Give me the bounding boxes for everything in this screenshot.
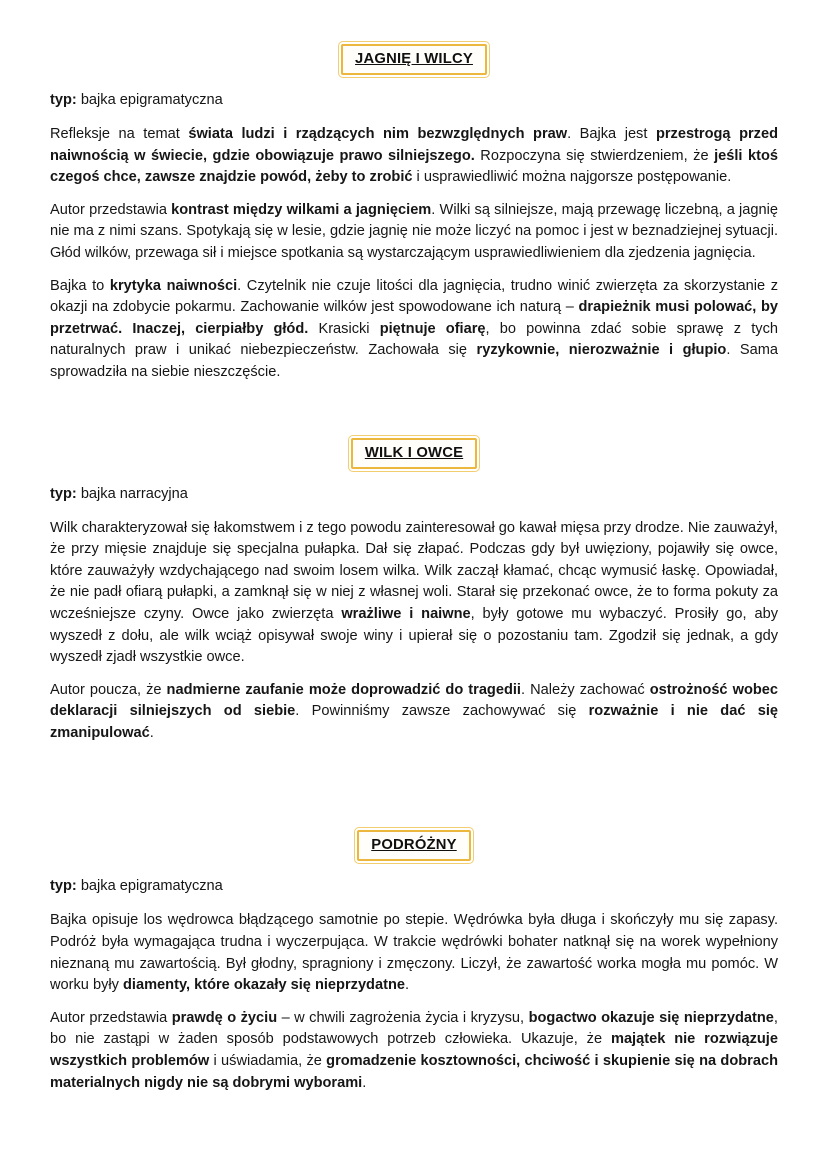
type-line bbox=[50, 90, 778, 111]
text-run: Autor przedstawia bbox=[50, 1009, 172, 1026]
text-run: , bo powinna zdać sobie sprawę z tych naturalnych praw i unikać niebezpieczeństw. Zachowała się bbox=[50, 320, 778, 359]
text-run: Bajka to bbox=[50, 277, 110, 294]
section-title-row bbox=[50, 830, 778, 861]
bold-text-run: ostrożność wobec deklaracji silniejszych od siebie bbox=[50, 681, 779, 720]
type-value: bajka narracyjna bbox=[76, 485, 188, 502]
type-line bbox=[50, 484, 778, 505]
section-title-box bbox=[341, 44, 487, 75]
bold-text-run: bogactwo okazuje się nieprzydatne bbox=[528, 1009, 774, 1026]
bold-text-run: piętnuje ofiarę bbox=[379, 320, 486, 337]
text-run: Refleksje na temat bbox=[50, 126, 189, 142]
paragraphs bbox=[50, 124, 778, 384]
bold-text-run: majątek nie rozwiązuje wszystkich problemów bbox=[50, 1031, 778, 1070]
bold-text-run: wrażliwe i naiwne bbox=[341, 605, 471, 622]
text-run: Autor przedstawia bbox=[50, 201, 172, 218]
bold-text-run: świata ludzi i rządzących nim bezwzględnych praw bbox=[188, 126, 568, 142]
section-title-row bbox=[50, 438, 778, 469]
bold-text-run: krytyka naiwności bbox=[109, 277, 238, 294]
type-label: typ: bbox=[50, 878, 77, 895]
bold-text-run: prawdę o życiu bbox=[171, 1009, 278, 1026]
section-title-box bbox=[357, 830, 470, 861]
type-value: bajka epigramatyczna bbox=[76, 878, 223, 895]
section-title: JAGNIĘ I WILCY bbox=[355, 51, 473, 67]
text-run: i uświadamia, że bbox=[209, 1053, 327, 1070]
paragraph bbox=[50, 276, 778, 384]
text-run: . Wilki są silniejsze, mają przewagę liczebną, a jagnię nie ma z nimi szans. Spotykają się w lesie, gdzie jagnię nie może liczyć na pomoc i jest w beznadziejnej sytuacji. Głód wilków, przewaga sił i miejsce spotkania są wystarczającym usprawiedliwieniem dla zjedzenia jagnięcia. bbox=[50, 201, 778, 261]
type-label: typ: bbox=[50, 485, 77, 502]
fable-section bbox=[50, 830, 778, 1094]
fable-section bbox=[50, 438, 778, 745]
paragraphs bbox=[50, 518, 778, 745]
text-run: . Sama sprowadziła na siebie nieszczęście. bbox=[50, 342, 778, 380]
text-run: , bo nie zastąpi w żaden sposób podstawowych potrzeb człowieka. Ukazuje, że bbox=[50, 1009, 778, 1048]
text-run: . Należy zachować bbox=[521, 681, 650, 698]
section-title: PODRÓŻNY bbox=[371, 837, 457, 854]
paragraph bbox=[50, 518, 778, 669]
bold-text-run: kontrast między wilkami a jagnięciem bbox=[171, 201, 432, 218]
text-run: i usprawiedliwić można najgorsze postępowanie. bbox=[412, 169, 732, 186]
bold-text-run: nadmierne zaufanie może doprowadzić do tragedii bbox=[166, 681, 521, 698]
bold-text-run: rozważnie i nie dać się zmanipulować bbox=[50, 703, 778, 741]
type-label: typ: bbox=[50, 92, 77, 108]
text-run: . Czytelnik nie czuje litości dla jagnięcia, trudno winić zwierzęta za skorzystanie z okazji na zdobycie pokarmu. Zachowanie wilków jest spowodowane ich naturą – bbox=[50, 277, 778, 316]
sections-container bbox=[50, 44, 778, 1094]
section-title-box bbox=[351, 438, 477, 469]
text-run: , były gotowe mu wybaczyć. Prosiły go, aby wyszedł z dołu, ale wilk wciąż opisywał swoje winy i upierał się o pozostaniu tam. Zgodził się jednak, a gdy wyszedł zjadł wszystkie owce. bbox=[50, 605, 778, 666]
type-line bbox=[50, 876, 778, 897]
text-run: Autor poucza, że bbox=[50, 681, 167, 698]
section-title: WILK I OWCE bbox=[364, 444, 464, 461]
paragraph bbox=[50, 124, 778, 189]
paragraph bbox=[50, 200, 778, 265]
text-run: . Powinniśmy zawsze zachowywać się bbox=[295, 703, 589, 720]
paragraph bbox=[50, 910, 778, 996]
text-run: Wilk charakteryzował się łakomstwem i z tego powodu zainteresował go kawał mięsa przy drodze. Nie zauważył, że przy mięsie znajduje się specjalna pułapka. Dał się złapać. Podczas gdy był uwięziony, pojawiły się owce, które zauważyły wzdychającego nad swoim losem wilka. Wilk zaczął kłamać, chcąc wymusić łaskę. Opowiadał, że nie padł ofiarą pułapki, a zamknął się w niej z własnej woli. Starał się przekonać owce, że to forma pokuty za wcześniejsze czyny. Owce jako zwierzęta bbox=[50, 519, 778, 622]
bold-text-run: gromadzenie kosztowności, chciwość i skupienie się na dobrach materialnych nigdy nie są dobrymi wyborami bbox=[50, 1053, 778, 1091]
text-run: . Bajka jest bbox=[567, 126, 656, 142]
text-run: Rozpoczyna się stwierdzeniem, że bbox=[474, 147, 715, 164]
paragraph bbox=[50, 1008, 778, 1094]
text-run: . bbox=[149, 724, 154, 741]
text-run: – w chwili zagrożenia życia i kryzysu, bbox=[277, 1009, 529, 1026]
bold-text-run: przestrogą przed naiwnością w świecie, gdzie obowiązuje prawo silniejszego. bbox=[50, 126, 778, 164]
fable-section bbox=[50, 44, 778, 384]
paragraph bbox=[50, 680, 778, 745]
text-run: Bajka opisuje los wędrowca błądzącego samotnie po stepie. Wędrówka była długa i skończyły mu się zapasy. Podróż była wymagająca trudna i wyczerpująca. W trakcie wędrówki bohater natknął się na worek wypełniony nieznaną mu zawartością. Był głodny, spragniony i zmęczony. Liczył, że zawartość worka mogła mu pomóc. W worku były bbox=[50, 912, 778, 994]
paragraphs bbox=[50, 910, 778, 1094]
text-run: Krasicki bbox=[308, 320, 380, 337]
bold-text-run: diamenty, które okazały się nieprzydatne bbox=[123, 977, 405, 994]
text-run: . bbox=[362, 1074, 367, 1091]
text-run: . bbox=[404, 977, 410, 994]
type-value: bajka epigramatyczna bbox=[76, 92, 223, 108]
bold-text-run: ryzykownie, nierozważnie i głupio bbox=[476, 342, 727, 359]
bold-text-run: jeśli ktoś czegoś chce, zawsze znajdzie powód, żeby to zrobić bbox=[50, 147, 778, 186]
section-title-row bbox=[50, 44, 778, 75]
bold-text-run: drapieżnik musi polować, by przetrwać. Inaczej, cierpiałby głód. bbox=[50, 299, 778, 337]
